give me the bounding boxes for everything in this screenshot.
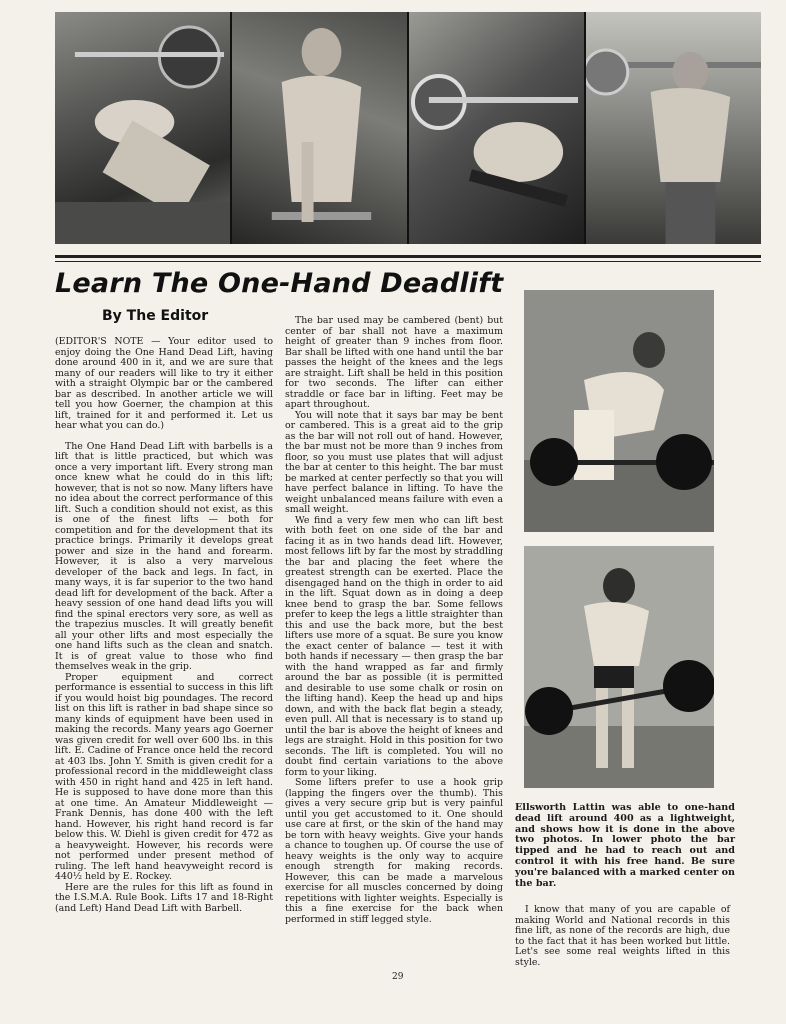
paragraph: Some lifters prefer to use a hook grip (lapping the fingers over the thumb). This gives a very secure grip but is very painful until you get accustomed to it. One should use care at first, or the skin of the hand may be torn with heavy weights. Give your hands a chance to toughen up. Of course the use of heavy weights is the only way to acquire enough strength for making records. However, this can be made a marvelous exercise for all muscles concerned by doing repetitions with lighter weights. Especially is this a fine exercise for the back when performed in stiff legged style. bbox=[285, 777, 503, 925]
column-1 bbox=[55, 337, 273, 914]
paragraph: The bar used may be cambered (bent) but center of bar shall not have a maximum height of greater than 9 inches from floor. Bar shall be lifted with one hand until the bar passes the height of the knees and the legs are straight. Lift shall be held in this position for two seconds. The lifter can either straddle or face bar in lifting. Feet may be apart throughout. bbox=[285, 315, 503, 410]
paragraph: You will note that it says bar may be bent or cambered. This is a great aid to the grip as the bar will not roll out of hand. However, the bar must not be more than 9 inches from floor, so you must use plates that will adjust the bar at center to this height. The bar must be marked at center perfectly so that you will have perfect balance in lifting. To have the weight unbalanced means failure with even a small weight. bbox=[285, 409, 503, 515]
top-photo-strip bbox=[55, 12, 761, 244]
lattin-deadlift-photo-2 bbox=[524, 546, 714, 788]
page-number: 29 bbox=[392, 972, 404, 982]
editors-note: (EDITOR'S NOTE — Your editor used to enjoy doing the One Hand Dead Lift, having done around 400 in it, and we are sure that many of our readers will like to try it either with a straight Olympic bar or the cambered bar as described. In another article we will tell you how Goerner, the champion at this lift, trained for it and performed it. Let us hear what you can do.) bbox=[55, 336, 273, 431]
deadlift-photo-2 bbox=[232, 12, 407, 244]
photo-caption: Ellsworth Lattin was able to one-hand dead lift around 400 as a lightweight, and shows how it is done in the above two photos. In lower photo the bar tipped and he had to reach out and control it with his free hand. Be sure you're balanced with a marked center on the bar. bbox=[515, 802, 735, 889]
column-2 bbox=[285, 316, 503, 925]
lattin-deadlift-photo-1 bbox=[524, 290, 714, 532]
header-rule bbox=[55, 255, 761, 258]
byline: By The Editor bbox=[102, 308, 209, 324]
deadlift-photo-3 bbox=[409, 12, 584, 244]
header-rule-thin bbox=[55, 261, 761, 262]
column-3 bbox=[515, 905, 730, 968]
deadlift-photo-4 bbox=[586, 12, 761, 244]
article-title: Learn The One-Hand Deadlift bbox=[55, 268, 504, 299]
paragraph: We find a very few men who can lift best with both feet on one side of the bar and facing it as in two hands dead lift. However, most fellows lift by far the most by straddling the bar and placing the feet where the greatest strength can be exerted. Place the disengaged hand on the thigh in order to aid in the lift. Squat down as in doing a deep knee bend to grasp the bar. Some fellows prefer to keep the legs a little straighter than this and use the back more, but the best lifters use more of a squat. Be sure you know the exact center of balance — test it with both hands if necessary — then grasp the bar with the hand wrapped as far and firmly around the bar as possible (it is permitted and desirable to use some chalk or rosin on the lifting hand). Keep the head up and hips down, and with the back flat begin a steady, even pull. All that is necessary is to stand up until the bar is above the height of knees and legs are straight. Hold in this position for two seconds. The lift is completed. You will no doubt find certain variations to the above form to your liking. bbox=[285, 514, 503, 778]
paragraph: The One Hand Dead Lift with barbells is a lift that is little practiced, but which was once a very important lift. Every strong man once knew what he could do in this lift; however, that is not so now. Many lifters have no idea about the correct performance of this lift. Such a condition should not exist, as this is one of the finest lifts — both for competition and for the development that its practice brings. Primarily it develops great power and size in the hand and forearm. However, it is also a very marvelous developer of the back and legs. In fact, in many ways, it is far superior to the two hand dead lift for development of the back. After a heavy session of one hand dead lifts you will find the spinal erectors very sore, as well as the trapezius muscles. It will greatly benefit all your other lifts and most especially the one hand lifts such as the clean and snatch. It is of great value to those who find themselves weak in the grip. bbox=[55, 440, 273, 672]
paragraph: I know that many of you are capable of making World and National records in this fine lift, as none of the records are high, due to the fact that it has been worked but little. Let's see some real weights lifted in this style. bbox=[515, 904, 730, 968]
paragraph: Proper equipment and correct performance is essential to success in this lift if you would hoist big poundages. The record list on this lift is rather in bad shape since so many kinds of equipment have been used in making the records. Many years ago Goerner was given credit for well over 600 lbs. in this lift. E. Cadine of France once held the record at 403 lbs. John Y. Smith is given credit for a professional record in the middleweight class with 450 in right hand and 425 in left hand. He is supposed to have done more than this at one time. An Amateur Middleweight — Frank Dennis, has done 400 with the left hand. However, his right hand record is far below this. W. Diehl is given credit for 472 as a heavyweight. However, his records were not performed under present method of ruling. The left hand heavyweight record is 440½ held by E. Rockey. bbox=[55, 671, 273, 882]
deadlift-photo-1 bbox=[55, 12, 230, 244]
paragraph: Here are the rules for this lift as found in the I.S.M.A. Rule Book. Lifts 17 and 18-Right (and Left) Hand Dead Lift with Barbell. bbox=[55, 881, 273, 914]
